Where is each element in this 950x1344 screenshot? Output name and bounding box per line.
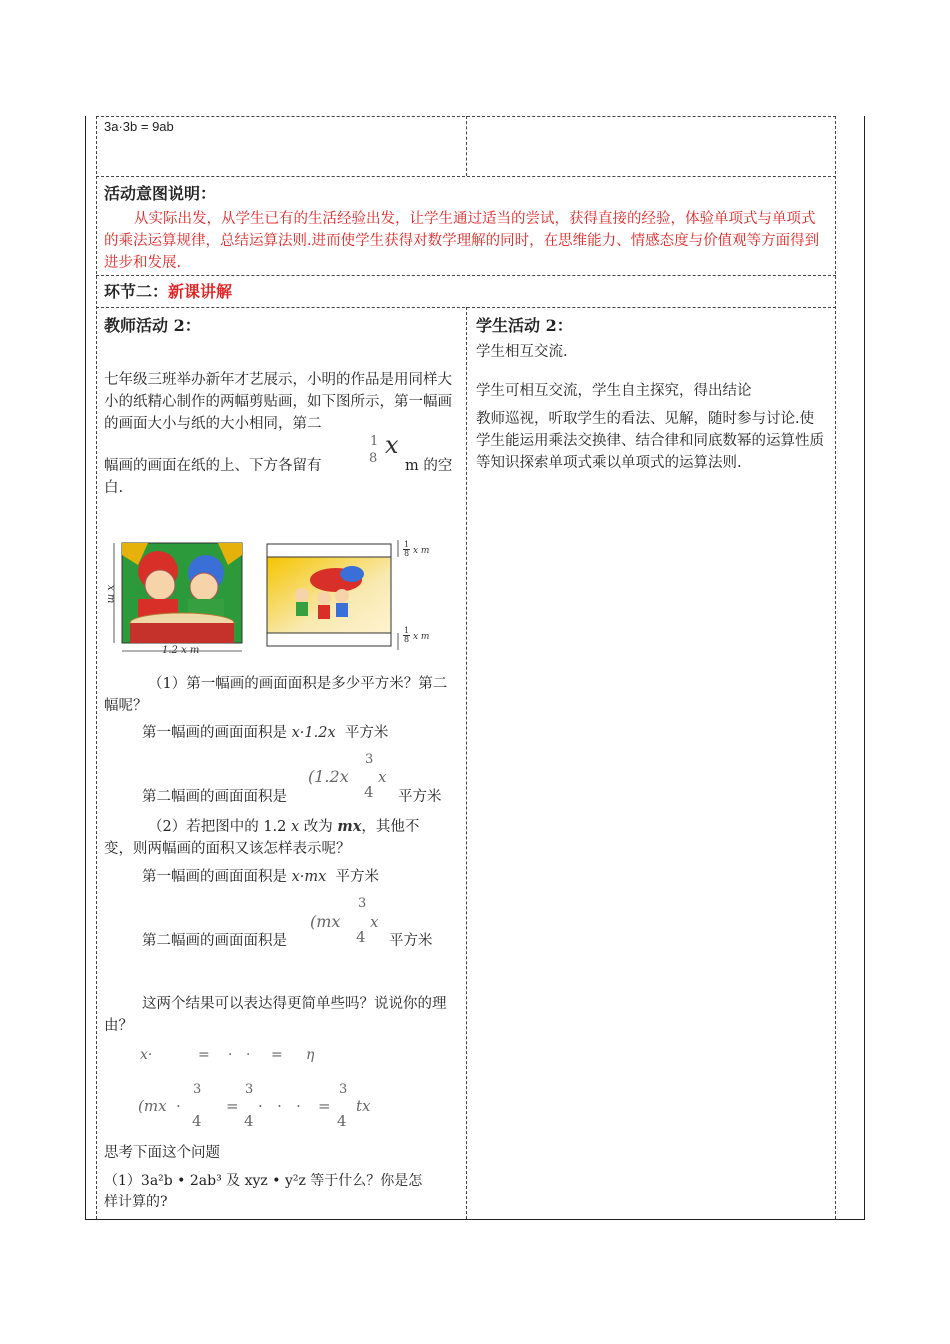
- answer-1-first-expr: x·1.2x: [291, 725, 336, 741]
- q2-x: x: [291, 819, 300, 835]
- simp2-den3: 4: [337, 1112, 347, 1130]
- answer-1-second-unit: 平方米: [398, 789, 442, 805]
- right-top-frac: [403, 541, 410, 558]
- answer-1-first: [142, 722, 388, 744]
- answer-2-second-expr: (mx: [310, 912, 341, 931]
- right-pic-kid-2: [317, 591, 331, 605]
- right-bottom-frac-num: 1: [403, 626, 410, 635]
- right-top-label: x m: [413, 546, 430, 556]
- teacher-intro-line2a: 幅画的画面在纸的上、下方各留有: [104, 458, 322, 474]
- right-pic-kid-body-1: [296, 602, 308, 616]
- left-height-label: x m: [105, 585, 116, 604]
- table-right-border: [864, 116, 865, 1220]
- right-pic-kid-body-3: [336, 603, 348, 617]
- column-divider-top: [466, 116, 467, 176]
- simp2-num2: 3: [245, 1082, 254, 1097]
- simp2-eq2: =: [318, 1097, 331, 1115]
- teacher-intro-line1: 七年级三班举办新年才艺展示，小明的作品是用同样大小的纸精心制作的两幅剪贴画，如下图所示，第一幅画的画面大小与纸的大小相同，第二: [104, 372, 452, 432]
- student-line1: 学生相互交流.: [476, 344, 568, 360]
- q2-part-c: ，其他不: [361, 819, 420, 835]
- intro-frac-den: 8: [369, 451, 378, 466]
- simp1-eq1: =: [198, 1047, 210, 1063]
- right-pic-kid-3: [335, 589, 349, 603]
- simp2-num1: 3: [193, 1082, 202, 1097]
- answer-1-first-unit: 平方米: [344, 725, 389, 741]
- right-bottom-frac: [403, 627, 410, 644]
- simp1-dot2: ·: [246, 1047, 251, 1063]
- right-bottom-label: x m: [413, 632, 430, 642]
- answer-2-second-num: 3: [358, 896, 367, 911]
- answer-1-first-prefix: 第一幅画的画面面积是: [142, 725, 287, 741]
- answer-1-second-expr: (1.2x: [308, 767, 349, 786]
- answer-2-second-prefix: 第二幅画的画面面积是: [142, 933, 287, 949]
- student-heading: 学生活动 2：: [476, 316, 573, 335]
- intent-body: 从实际出发，从学生已有的生活经验出发，让学生通过适当的尝试，获得直接的经验，体验单项式与单项式的乘法运算规律，总结运算法则.进而使学生获得对数学理解的同时，在思维能力、情感态度与价值观等方面得到进步和发展.: [104, 211, 820, 271]
- right-pic-dragon-head: [340, 566, 364, 582]
- section-label: 环节二：: [104, 282, 169, 301]
- column-divider-main: [466, 307, 467, 1219]
- think-question-line1: （1）3a²b • 2ab³ 及 xyz • y²z 等于什么？你是怎: [104, 1173, 423, 1189]
- simp2-dots: · · ·: [258, 1097, 301, 1115]
- q2-part-a: （2）若把图中的 1.2: [148, 819, 292, 835]
- think-heading: 思考下面这个问题: [104, 1145, 220, 1161]
- section-title: 新课讲解: [168, 282, 233, 301]
- simp2-a: (mx: [138, 1097, 167, 1115]
- student-line3: 教师巡视，听取学生的看法、见解，随时参与讨论.使学生能运用乘法交换律、结合律和同底数幂的运算性质等知识探索单项式乘以单项式的运算法则.: [476, 411, 824, 471]
- inner-right-border: [835, 116, 836, 1219]
- table-left-border: [85, 116, 86, 1220]
- simp2-den1: 4: [192, 1112, 202, 1130]
- left-pic-drum: [130, 623, 234, 643]
- left-width-label: 1.2 x m: [162, 645, 200, 656]
- question-1: （1）第一幅画的画面面积是多少平方米？第二幅呢？: [104, 676, 448, 714]
- answer-2-first: [142, 866, 379, 888]
- right-top-frac-num: 1: [403, 540, 410, 549]
- answer-1-second-num: 3: [365, 752, 374, 767]
- answer-1-second-var: x: [378, 768, 387, 786]
- answer-2-first-expr: x·mx: [291, 869, 327, 885]
- left-pic-face-2: [190, 573, 218, 601]
- simp2-num3: 3: [339, 1082, 348, 1097]
- row-divider-2: [96, 275, 836, 276]
- teacher-intro-line3: 白.: [104, 480, 124, 496]
- right-pic-kid-body-2: [318, 605, 330, 619]
- answer-1-second-den: 4: [364, 783, 374, 801]
- answer-1-second-prefix: 第二幅画的画面面积是: [142, 789, 287, 805]
- simp1-a: x·: [140, 1047, 153, 1063]
- think-question-line2: 样计算的?: [104, 1194, 168, 1210]
- simp2-end: tx: [356, 1097, 371, 1115]
- right-top-frac-den: 8: [403, 549, 410, 558]
- left-pic-face-1: [145, 570, 175, 600]
- student-line2: 学生可相互交流，学生自主探究，得出结论: [476, 383, 752, 399]
- simp1-eq2: =: [271, 1047, 283, 1063]
- simp1-end: η: [306, 1047, 315, 1063]
- answer-2-second-unit: 平方米: [389, 933, 433, 949]
- answer-2-second-var: x: [370, 913, 379, 931]
- teacher-intro-line2b: m 的空: [405, 458, 453, 474]
- simp2-den2: 4: [244, 1112, 254, 1130]
- answer-2-first-unit: 平方米: [335, 869, 380, 885]
- section-heading: [104, 279, 232, 302]
- table-bottom-border: [85, 1219, 865, 1220]
- figure-left-picture: [108, 535, 248, 660]
- q2-mx: mx: [337, 818, 362, 835]
- simp1-dot1: ·: [228, 1047, 233, 1063]
- intent-heading: 活动意图说明：: [104, 184, 217, 203]
- right-pic-kid-1: [295, 588, 309, 602]
- question-2-line2: 变，则两幅画的面积又该怎样表示呢？: [104, 841, 351, 857]
- row-divider-1: [96, 176, 836, 177]
- simp2-eq1: =: [226, 1097, 239, 1115]
- top-equation: 3a·3b = 9ab: [104, 119, 174, 134]
- simp2-dot: ·: [176, 1097, 181, 1115]
- intro-var: x: [385, 431, 399, 459]
- teacher-heading: 教师活动 2：: [104, 316, 201, 335]
- figure-right-picture: [266, 540, 406, 652]
- answer-2-first-prefix: 第一幅画的画面面积是: [142, 869, 287, 885]
- inner-left-border: [96, 116, 97, 1219]
- right-bottom-frac-den: 8: [403, 635, 410, 644]
- question-3: 这两个结果可以表达得更简单些吗？说说你的理由？: [104, 996, 447, 1034]
- answer-2-second-den: 4: [356, 928, 366, 946]
- intro-frac-num: 1: [370, 434, 379, 449]
- q2-part-b: 改为: [299, 819, 338, 835]
- question-2-line1: [104, 816, 460, 838]
